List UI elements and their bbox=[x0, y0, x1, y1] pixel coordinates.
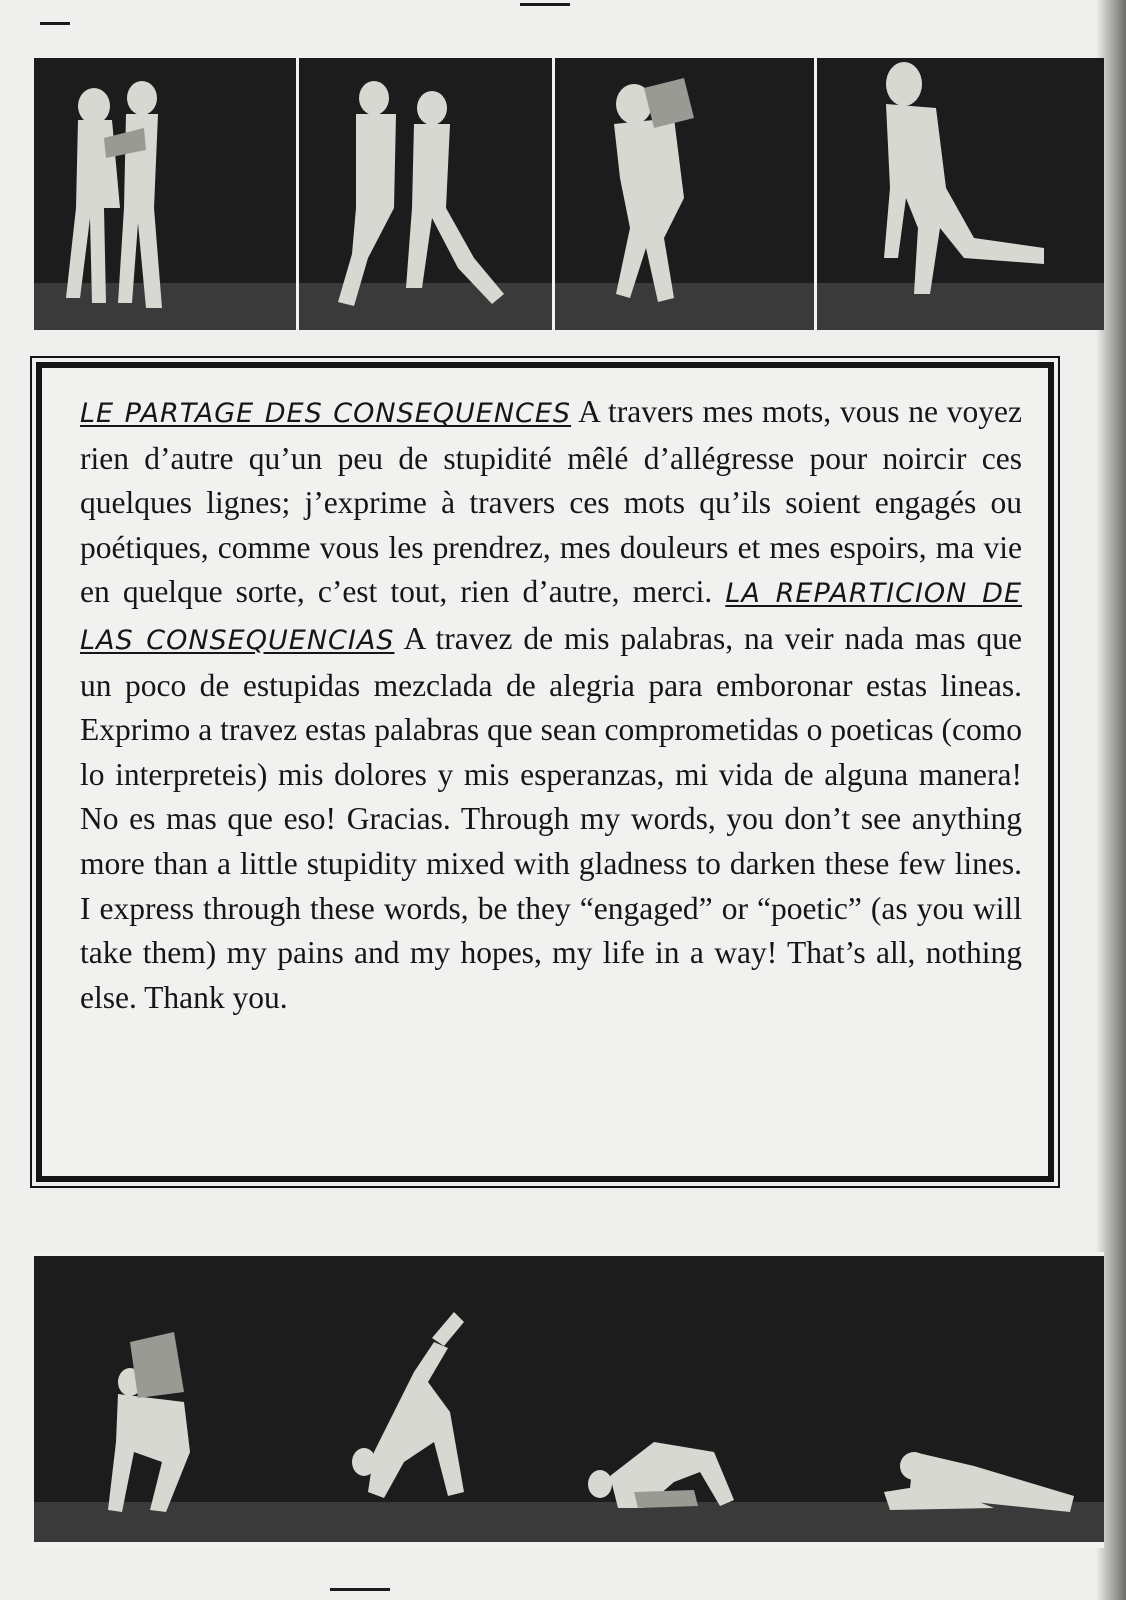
french-body: A travers mes mots, vous ne voyez rien d’autre qu’un peu de stupidité mêlé d’allégresse pour noircir ces quelques lignes; j’exprime à travers ces mots qu’ils soient engagés ou poétiques, comme vous les prendrez, mes douleurs et mes espoirs, ma vie en quelque sorte, c’est tout, rien d’autre, merci. bbox=[80, 394, 1023, 610]
spanish-body: A travez de mis palabras, na veir nada mas que un poco de estupidas mezclada de alegria para emboronar estas lineas. Exprimo a travez estas palabras que sean comprometidas o poeticas (como lo interpreteis) mis dolores y mis esperanzas, mi vida de alguna manera! No es mas que eso! Gracias. bbox=[80, 620, 1022, 837]
article-paragraph bbox=[80, 390, 1022, 1020]
bottom-photo-strip bbox=[34, 1252, 1104, 1548]
wrestlers-sequence-standing-icon bbox=[34, 58, 1104, 330]
stray-mark-top-center bbox=[520, 3, 570, 6]
stray-mark-top bbox=[40, 22, 70, 25]
top-photo-strip bbox=[34, 58, 1104, 330]
stray-mark-bottom bbox=[330, 1588, 390, 1591]
article-text-box bbox=[36, 362, 1054, 1182]
french-heading: LE PARTAGE DES CONSEQUENCES bbox=[80, 398, 572, 429]
english-body: Through my words, you don’t see anything more than a little stupidity mixed with gladness to darken these few lines. I express through these words, be they “engaged” or “poetic” (as you will take them) my pains and my hopes, my life in a way! That’s all, nothing else. Thank you. bbox=[80, 801, 1022, 1015]
wrestlers-sequence-throw-icon bbox=[34, 1252, 1104, 1548]
spanish-heading: LA REPARTICION DE LAS CONSEQUENCIAS bbox=[80, 578, 1023, 656]
